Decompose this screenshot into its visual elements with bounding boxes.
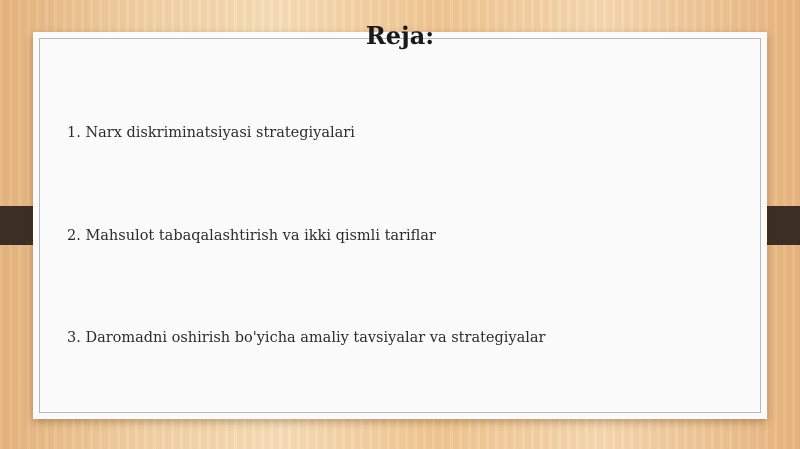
- slide-panel: [33, 32, 767, 419]
- agenda-item-1: 1. Narx diskriminatsiyasi strategiyalari: [67, 125, 355, 141]
- agenda-item-3: 3. Daromadni oshirish bo'yicha amaliy tavsiyalar va strategiyalar: [67, 330, 546, 346]
- slide-inner-border: [39, 38, 761, 413]
- slide-title: Reja:: [365, 21, 435, 50]
- agenda-item-2: 2. Mahsulot tabaqalashtirish va ikki qismli tariflar: [67, 228, 436, 244]
